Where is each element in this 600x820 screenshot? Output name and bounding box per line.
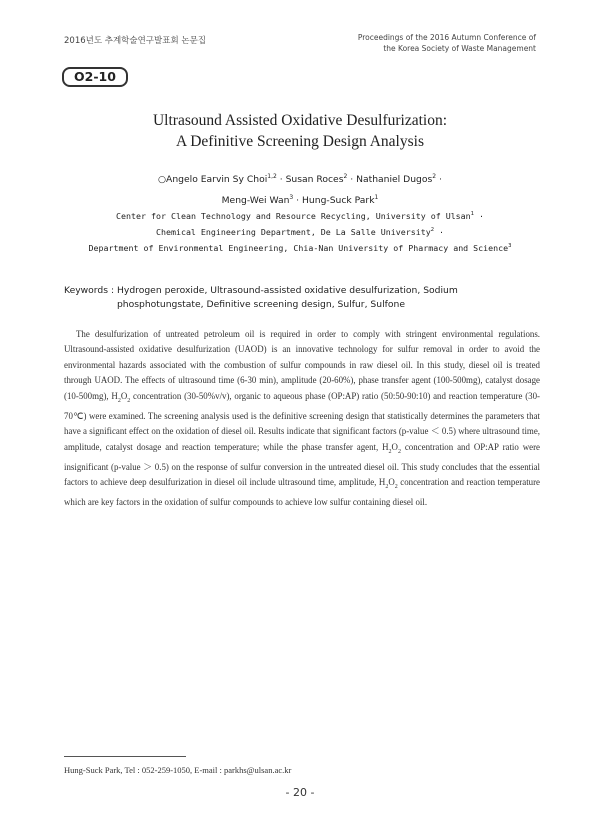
author-affil-sup: 3 xyxy=(289,194,294,202)
affiliation-text: Chemical Engineering Department, De La Salle University xyxy=(155,226,431,237)
affiliations xyxy=(0,207,600,254)
author-separator: · xyxy=(347,174,357,186)
h2o2-o: O xyxy=(388,477,395,488)
corresponding-author-footnote: Hung-Suck Park, Tel : 052-259-1050, E-mail : parkhs@ulsan.ac.kr xyxy=(64,765,292,775)
author-line-1 xyxy=(0,168,600,189)
presenter-mark: ○ xyxy=(158,174,167,186)
running-header-korean: 2016년도 추계학술연구발표회 논문집 xyxy=(64,36,206,46)
running-header-english xyxy=(358,32,536,54)
affiliation-sup: 1 xyxy=(470,211,474,217)
affiliation-2 xyxy=(0,223,600,239)
keywords-label: Keywords : xyxy=(64,285,117,296)
h2o2-subscript: 2 xyxy=(385,484,389,490)
footnote-rule xyxy=(64,756,186,757)
h2o2-o: O xyxy=(391,441,398,452)
author-name: Hung-Suck Park xyxy=(302,195,375,207)
paper-title xyxy=(0,110,600,152)
h2o2-subscript: 2 xyxy=(117,397,121,404)
author-list xyxy=(0,168,600,210)
title-line-1: Ultrasound Assisted Oxidative Desulfurization: xyxy=(152,112,448,129)
affiliation-sup: 2 xyxy=(430,226,435,233)
author-affil-sup: 1,2 xyxy=(267,173,277,180)
affiliation-separator: · xyxy=(473,210,484,221)
h2o2-subscript: 2 xyxy=(397,448,401,455)
abstract-text: concentration and OP:AP ratio were insignificant (p-value ＞ 0.5) on the response of sulfur conversion in the untreated diesel oil. This study concludes that the essential factors to achieve deep desulfurization in diesel oil include ultrasound time, amplitude, H xyxy=(64,441,540,488)
abstract-text: concentration and reaction temperature which are key factors in the oxidation of sulfur compounds to achieve low sulfur containing diesel oil. xyxy=(64,477,540,508)
header-line-2: the Korea Society of Waste Management xyxy=(383,44,536,53)
affiliation-1 xyxy=(0,207,600,223)
title-line-2: A Definitive Screening Design Analysis xyxy=(176,133,424,150)
page-number: - 20 - xyxy=(285,786,315,799)
author-name: Susan Roces xyxy=(285,174,344,186)
h2o2-subscript: 2 xyxy=(388,448,392,455)
author-separator: · xyxy=(293,195,303,207)
author-separator: · xyxy=(436,174,442,186)
h2o2-subscript: 2 xyxy=(394,484,398,490)
author-name: Meng-Wei Wan xyxy=(221,195,290,207)
abstract-body xyxy=(64,327,540,511)
affiliation-text: Center for Clean Technology and Resource Recycling, University of Ulsan xyxy=(116,210,471,221)
author-affil-sup: 1 xyxy=(374,194,379,202)
author-name: Angelo Earvin Sy Choi xyxy=(166,174,268,186)
keywords xyxy=(64,284,538,311)
h2o2-subscript: 2 xyxy=(127,397,131,404)
affiliation-text: Department of Environmental Engineering, Chia-Nan University of Pharmacy and Science xyxy=(88,242,509,253)
affiliation-sup: 3 xyxy=(508,242,512,249)
author-affil-sup: 2 xyxy=(343,173,348,180)
header-line-1: Proceedings of the 2016 Autumn Conference of xyxy=(357,33,536,42)
author-name: Nathaniel Dugos xyxy=(356,174,433,186)
abstract-text: concentration (30-50%v/v), organic to aqueous phase (OP:AP) ratio (50:50-90:10) and reaction temperature (30-70℃) were examined. The screening analysis used is the definitive screening design that statistically determines the parameters that have a significant effect on the oxidation of diesel oil. Results indicate that significant factors (p-value ＜ 0.5) where ultrasound time, amplitude, catalyst dosage and reaction temperature; while the phase transfer agent, H xyxy=(64,390,540,452)
keywords-text: Hydrogen peroxide, Ultrasound-assisted oxidative desulfurization, Sodium phosphotungstate, Definitive screening design, Sulfur, Sulfone xyxy=(116,285,458,310)
affiliation-3 xyxy=(0,239,600,255)
author-affil-sup: 2 xyxy=(432,173,437,180)
paper-code-badge: O2-10 xyxy=(62,67,128,87)
abstract-text: The desulfurization of untreated petroleum oil is required in order to comply with stringent environmental regulations. Ultrasound-assisted oxidative desulfurization (UAOD) is an innovative technology for sulfur removal in order to avoid the environmental hazards associated with the combustion of sulfur compounds in raw diesel oil. In this study, diesel oil is treated through UAOD. The effects of ultrasound time (6-30 min), amplitude (20-60%), phase transfer agent (100-500mg), catalyst dosage (10-500mg), H xyxy=(64,329,540,401)
affiliation-separator: · xyxy=(434,226,445,237)
h2o2-o: O xyxy=(120,390,128,401)
author-separator: · xyxy=(276,174,286,186)
